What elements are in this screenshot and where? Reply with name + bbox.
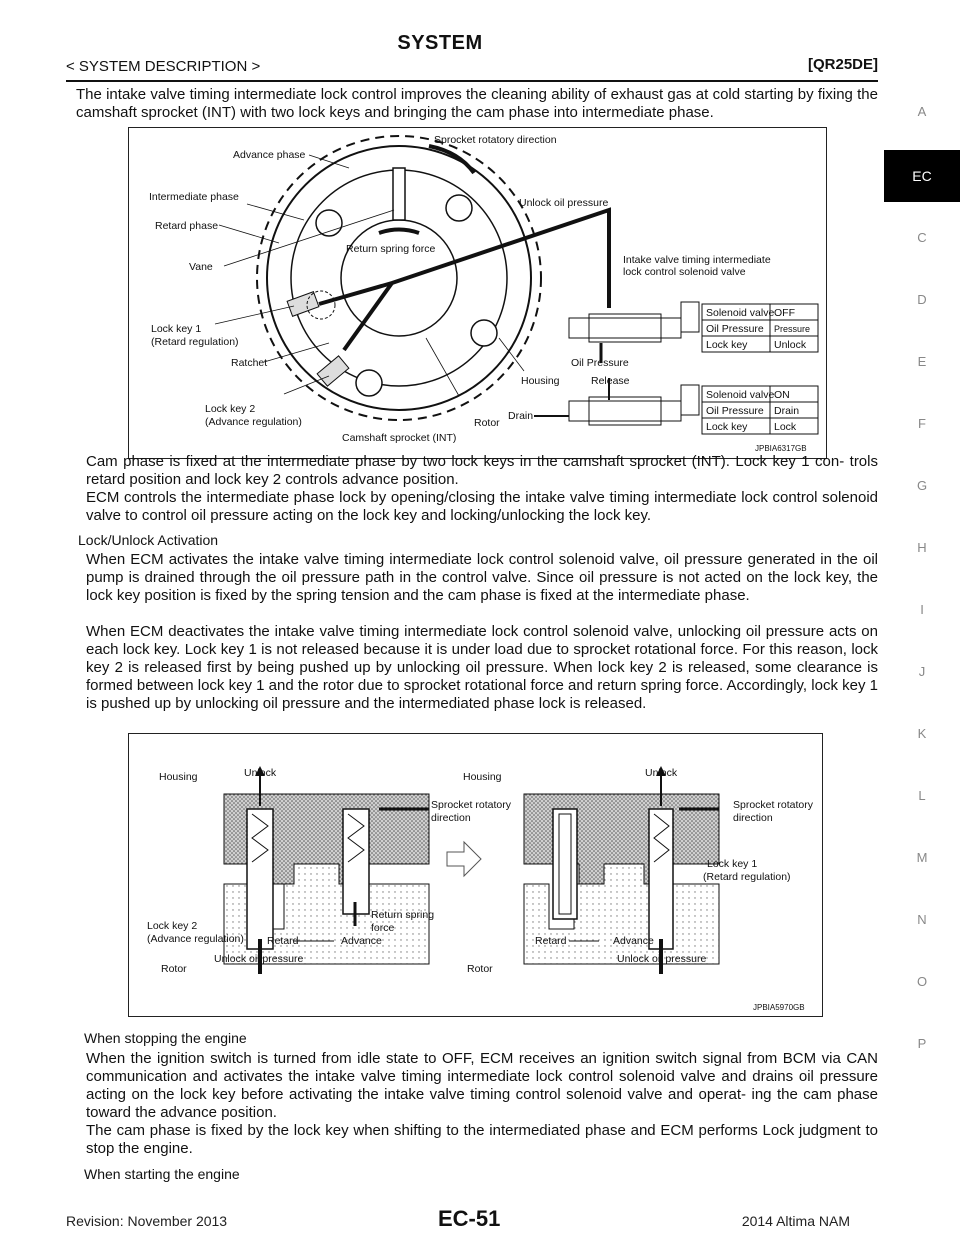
transition-arrow — [447, 842, 481, 876]
figure-intermediate-lock — [128, 127, 827, 459]
section-label: < SYSTEM DESCRIPTION > — [66, 58, 261, 75]
paragraph-stopping: When the ignition switch is turned from idle state to OFF, ECM receives an ignition switch signal from BCM via CAN communication and activates the intake valve timing intermediate lock control solenoid valve and drains oil pressure acting on the lock key before activating the intake valve timing control solenoid valve and operat- ing the cam phase toward the advance position. — [86, 1050, 878, 1121]
page-number: EC-51 — [438, 1206, 501, 1231]
header-rule — [66, 80, 878, 82]
fig2-retard-left: Retard — [267, 935, 299, 947]
table-on-cell: Lock key — [706, 421, 748, 433]
panel-before-release — [224, 766, 429, 974]
heading-lock-unlock: Lock/Unlock Activation — [78, 532, 219, 548]
fig2-lock-key2-sub: (Advance regulation) — [147, 933, 244, 945]
tab-j[interactable]: J — [918, 664, 926, 679]
table-on-cell: Oil Pressure — [706, 405, 764, 417]
fig2-unlock-oil-left: Unlock oil pressure — [214, 953, 304, 965]
intro-paragraph: The intake valve timing intermediate lock control improves the cleaning ability of exhaust gas at cold starting by fixing the camshaft sprocket (INT) with two lock keys and bringing the cam phase into intermediate phase. — [76, 86, 878, 121]
fig2-advance-right: Advance — [613, 935, 654, 947]
paragraph-cam-phase: Cam phase is fixed at the intermediate phase by two lock keys in the camshaft sprocket (INT). Lock key 1 con- trols retard position and lock key 2 controls advance position. — [86, 453, 878, 488]
paragraph-deactivate: When ECM deactivates the intake valve timing intermediate lock control solenoid valve, unlocking oil pressure acts on each lock key. Lock key 1 is not released because it is under load due to sprocket rotational force. For this reason, lock key 2 is released first by being pushed up by unlocking oil pressure. When lock key 2 is released, some clearance is formed between lock key 1 and the rotor due to sprocket rotational force and return spring force. Accordingly, lock key 1 is pushed up by unlocking oil pressure and the intermediated phase lock is released. — [86, 623, 878, 712]
label-release: Release — [591, 375, 630, 387]
solenoid-valve-off — [569, 302, 699, 363]
tab-f[interactable]: F — [918, 416, 926, 431]
fig2-sprocket-dir-left-2: direction — [431, 812, 471, 824]
table-on-cell: Solenoid valve — [706, 389, 775, 401]
fig2-lock-key2: Lock key 2 — [147, 920, 198, 932]
label-lock-key2-sub: (Advance regulation) — [205, 416, 302, 428]
label-drain: Drain — [508, 410, 534, 422]
vane — [393, 168, 405, 220]
fig2-unlock-oil-right: Unlock oil pressure — [617, 953, 707, 965]
tab-a[interactable]: A — [917, 104, 927, 119]
tab-p[interactable]: P — [917, 1036, 927, 1051]
fig2-sprocket-dir-right-1: Sprocket rotatory — [733, 799, 813, 811]
tab-g[interactable]: G — [916, 478, 928, 493]
label-retard-phase: Retard phase — [155, 220, 219, 232]
fig2-unlock-left: Unlock — [244, 767, 277, 779]
tab-n[interactable]: N — [917, 912, 927, 927]
tab-i[interactable]: I — [920, 602, 924, 617]
table-off-cell: OFF — [774, 307, 795, 319]
figure-lock-release — [128, 733, 823, 1017]
heading-stopping-engine: When stopping the engine — [84, 1030, 247, 1046]
footer-revision: Revision: November 2013 — [66, 1213, 228, 1229]
table-on-cell: Lock — [774, 421, 797, 433]
tab-e[interactable]: E — [917, 354, 927, 369]
page-title: SYSTEM — [397, 32, 483, 54]
state-table-on — [702, 386, 818, 434]
bolt-hole — [316, 210, 342, 236]
tab-d[interactable]: D — [917, 292, 927, 307]
label-ratchet: Ratchet — [231, 357, 268, 369]
bolt-hole — [471, 320, 497, 346]
paragraph-lock-judgment: The cam phase is fixed by the lock key when shifting to the intermediated phase and ECM performs Lock judgment to stop the engine. — [86, 1122, 878, 1157]
tab-l[interactable]: L — [918, 788, 926, 803]
label-camshaft: Camshaft sprocket (INT) — [342, 432, 457, 444]
fig2-unlock-right: Unlock — [645, 767, 678, 779]
label-lock-key1-sub: (Retard regulation) — [151, 336, 239, 348]
tab-ec[interactable]: EC — [884, 150, 960, 202]
table-off-cell: Lock key — [706, 339, 748, 351]
fig2-rotor-right: Rotor — [467, 963, 493, 975]
state-table-off — [702, 304, 818, 352]
label-return-spring: Return spring force — [346, 243, 436, 255]
label-advance-phase: Advance phase — [233, 149, 306, 161]
table-on-cell: Drain — [774, 405, 800, 417]
bolt-hole — [446, 195, 472, 221]
fig2-lock-key1: Lock key 1 — [707, 858, 758, 870]
fig2-return-spring-2: force — [371, 922, 395, 934]
paragraph-ecm-control: ECM controls the intermediate phase lock by opening/closing the intake valve timing intermediate lock control solenoid valve to control oil pressure acting on the lock key and locking/unlocking the lock key. — [86, 489, 878, 524]
heading-starting-engine: When starting the engine — [84, 1166, 240, 1182]
fig2-housing-right: Housing — [463, 771, 502, 783]
fig2-advance-left: Advance — [341, 935, 382, 947]
label-oil-pressure: Oil Pressure — [571, 357, 629, 369]
paragraph-activate: When ECM activates the intake valve timing intermediate lock control solenoid valve, oil pressure generated in the oil pump is drained through the oil pressure path in the control valve. Since oil pressure is not acted on the lock key, the lock key position is fixed by the spring tension and the cam phase is fixed at the intermediate phase. — [86, 551, 878, 604]
table-off-cell: Solenoid valve — [706, 307, 775, 319]
label-lock-key1: Lock key 1 — [151, 323, 202, 335]
fig2-lock-key1-sub: (Retard regulation) — [703, 871, 791, 883]
tab-k[interactable]: K — [917, 726, 927, 741]
footer-model: 2014 Altima NAM — [741, 1213, 850, 1229]
table-off-cell: Pressure — [774, 324, 811, 334]
label-intermediate-phase: Intermediate phase — [149, 191, 239, 203]
fig2-housing-left: Housing — [159, 771, 198, 783]
tab-c[interactable]: C — [917, 230, 927, 245]
label-rotor: Rotor — [474, 417, 500, 429]
label-solenoid-title-1: Intake valve timing intermediate — [623, 254, 771, 266]
table-off-cell: Oil Pressure — [706, 323, 764, 335]
label-unlock-oil: Unlock oil pressure — [519, 197, 609, 209]
label-vane: Vane — [189, 261, 213, 273]
figure2-svg — [129, 734, 822, 1016]
label-lock-key2: Lock key 2 — [205, 403, 256, 415]
figure2-code: JPBIA5970GB — [753, 1003, 805, 1012]
fig2-return-spring-1: Return spring — [371, 909, 435, 921]
tab-h[interactable]: H — [917, 540, 927, 555]
fig2-sprocket-dir-left-1: Sprocket rotatory — [431, 799, 511, 811]
fig2-rotor-left: Rotor — [161, 963, 187, 975]
fig2-retard-right: Retard — [535, 935, 567, 947]
table-on-cell: ON — [774, 389, 790, 401]
label-housing: Housing — [521, 375, 560, 387]
fig2-sprocket-dir-right-2: direction — [733, 812, 773, 824]
tab-o[interactable]: O — [916, 974, 928, 989]
tab-m[interactable]: M — [916, 850, 928, 865]
label-sprocket-direction: Sprocket rotatory direction — [434, 134, 557, 146]
bolt-hole — [356, 370, 382, 396]
figure1-svg — [129, 128, 826, 458]
label-solenoid-title-2: lock control solenoid valve — [623, 266, 746, 278]
figure1-code: JPBIA6317GB — [755, 444, 807, 453]
engine-code: [QR25DE] — [807, 56, 878, 73]
table-off-cell: Unlock — [774, 339, 807, 351]
